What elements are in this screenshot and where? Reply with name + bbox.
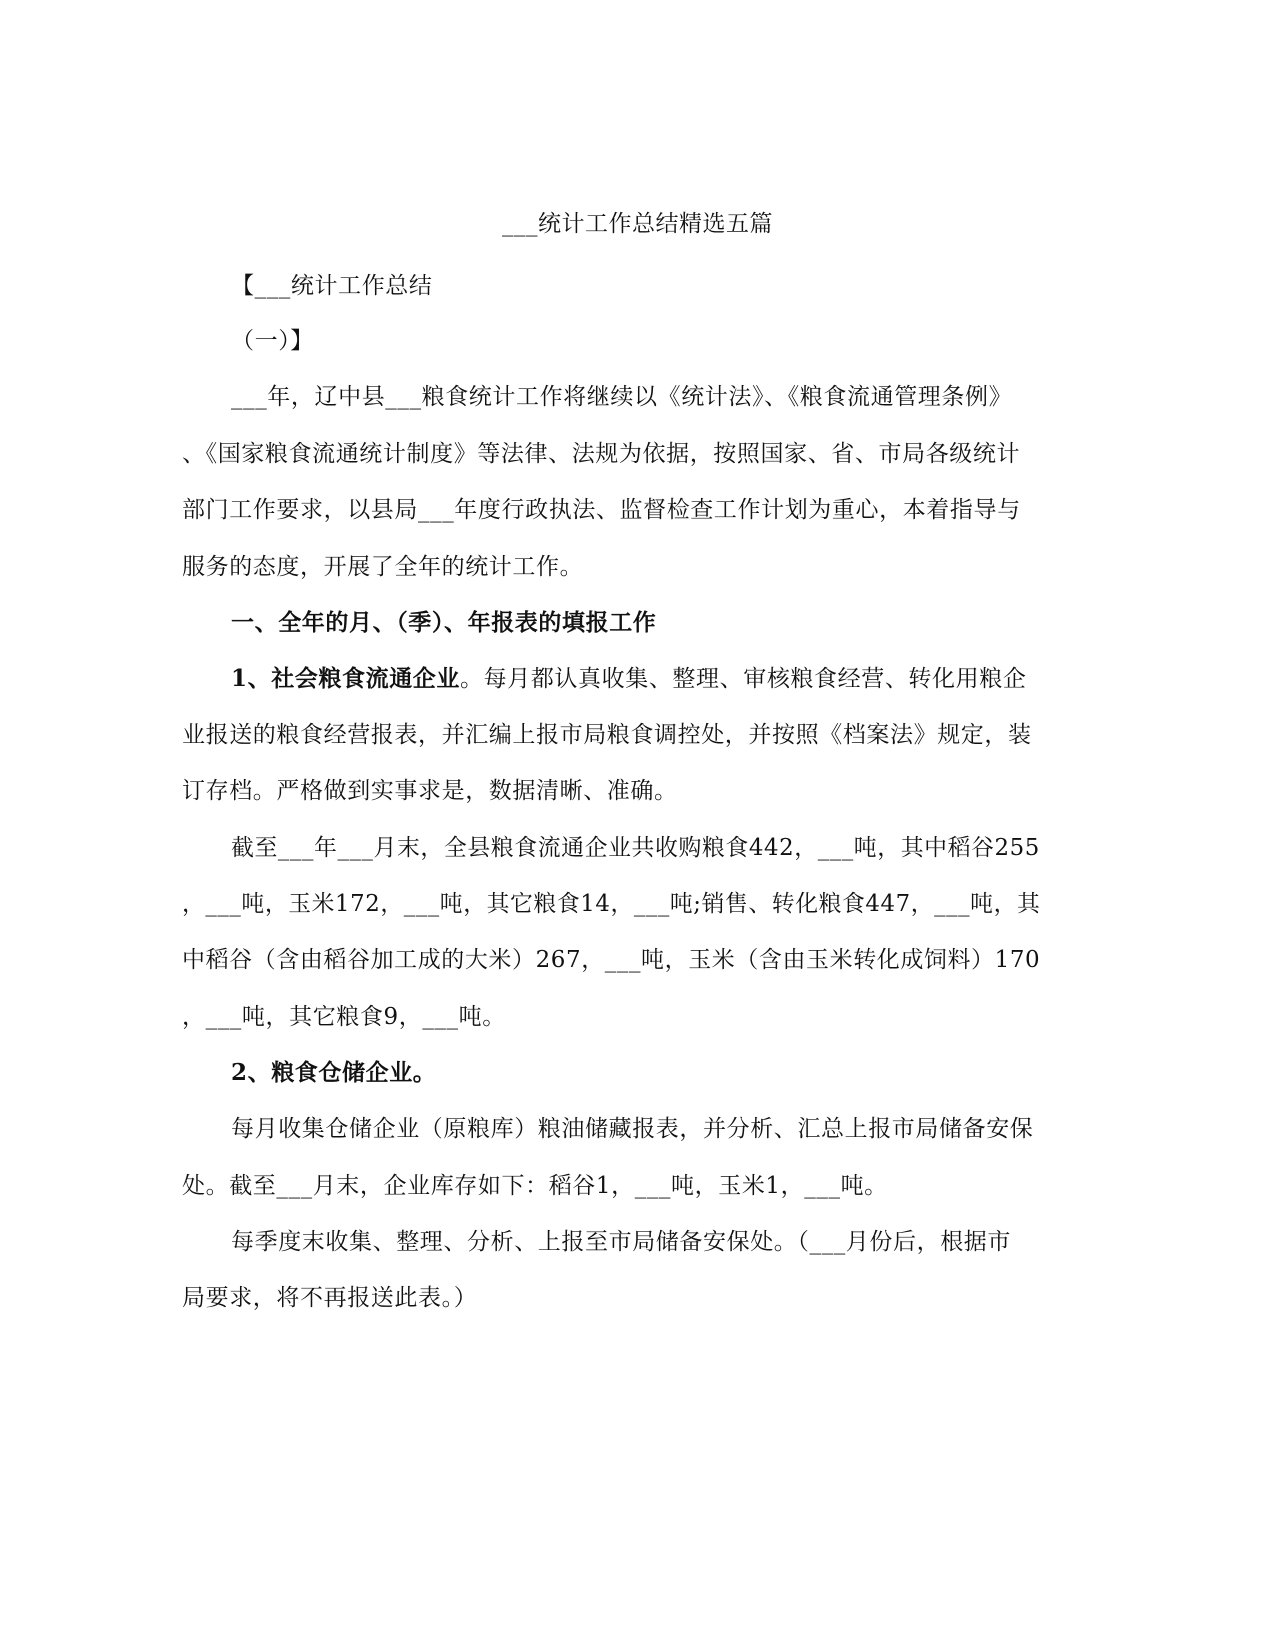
stats-line-1: 截至___年___月末，全县粮食流通企业共收购粮食442，___吨，其中稻谷255 <box>231 835 1040 861</box>
stats-line-3: 中稻谷（含由稻谷加工成的大米）267，___吨，玉米（含由玉米转化成饲料）170 <box>182 947 1041 973</box>
intro-line-1: ___年，辽中县___粮食统计工作将继续以《统计法》、《粮食流通管理条例》 <box>231 384 1013 410</box>
stats-line-4: ，___吨，其它粮食9，___吨。 <box>182 1004 506 1030</box>
item2-line-2: 处。截至___月末，企业库存如下：稻谷1，___吨，玉米1，___吨。 <box>182 1173 888 1199</box>
item1-text: 。每月都认真收集、整理、审核粮食经营、转化用粮企 <box>460 666 1027 692</box>
intro-line-2: 、《国家粮食流通统计制度》等法律、法规为依据，按照国家、省、市局各级统计 <box>182 441 1021 467</box>
section-header-line2: （一）】 <box>231 328 314 354</box>
item2-line-1: 每月收集仓储企业（原粮库）粮油储藏报表，并分析、汇总上报市局储备安保 <box>231 1116 1034 1142</box>
quarterly-line-2: 局要求，将不再报送此表。） <box>182 1285 478 1311</box>
stats-line-2: ，___吨，玉米172，___吨，其它粮食14，___吨;销售、转化粮食447，___吨，其 <box>182 891 1041 917</box>
intro-line-4: 服务的态度，开展了全年的统计工作。 <box>182 554 584 580</box>
item1-line-2: 业报送的粮食经营报表，并汇编上报市局粮食调控处，并按照《档案法》规定，装 <box>182 722 1032 748</box>
item2-heading: 2、粮食仓储企业。 <box>231 1059 437 1086</box>
section-header-line1: 【___统计工作总结 <box>231 273 433 299</box>
document-title: ___统计工作总结精选五篇 <box>502 211 773 237</box>
item1-bold-label: 1、社会粮食流通企业 <box>231 665 461 692</box>
intro-line-3: 部门工作要求，以县局___年度行政执法、监督检查工作计划为重心，本着指导与 <box>182 497 1021 523</box>
quarterly-line-1: 每季度末收集、整理、分析、上报至市局储备安保处。（___月份后，根据市 <box>231 1229 1011 1255</box>
item1-line-1 <box>231 664 1026 694</box>
heading-annual-reports: 一、全年的月、（季）、年报表的填报工作 <box>231 609 657 636</box>
item1-line-3: 订存档。严格做到实事求是，数据清晰、准确。 <box>182 778 678 804</box>
